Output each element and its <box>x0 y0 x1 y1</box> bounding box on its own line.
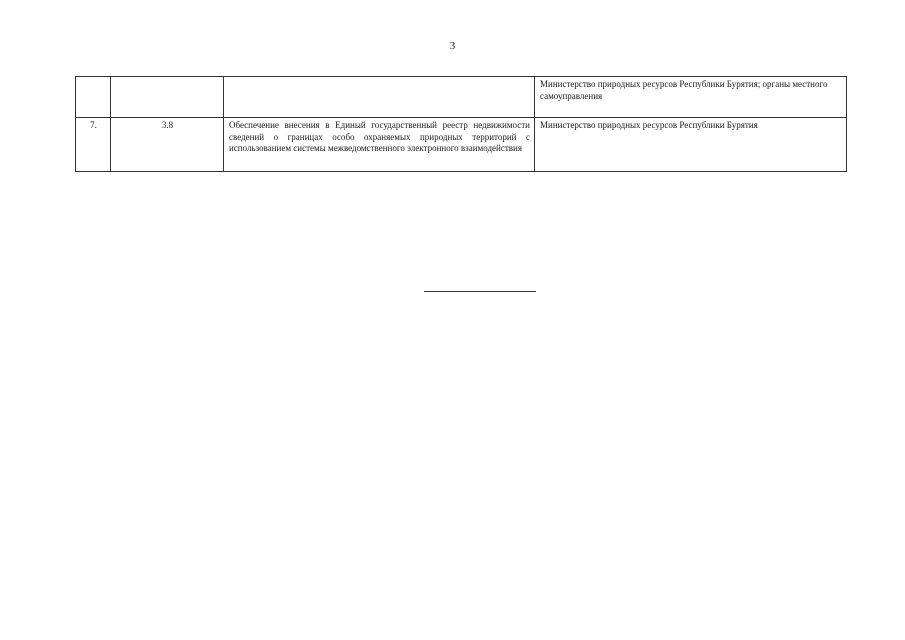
page-number: 3 <box>449 40 456 52</box>
row-number-cell: 7. <box>76 118 111 172</box>
measures-table <box>75 76 847 172</box>
row-code-cell <box>111 77 224 118</box>
row-description-cell: Обеспечение внесения в Единый государственный реестр недвижимости сведений о границах особо охраняемых природных территорий с использованием системы межведомственного электронного взаимодействия <box>224 118 535 172</box>
table-row <box>76 118 847 172</box>
row-executor-cell: Министерство природных ресурсов Республики Бурятия; органы местного самоуправления <box>535 77 847 118</box>
row-description-cell <box>224 77 535 118</box>
end-of-document-rule <box>424 291 536 292</box>
row-executor-cell: Министерство природных ресурсов Республики Бурятия <box>535 118 847 172</box>
table-row <box>76 77 847 118</box>
row-code-cell: 3.8 <box>111 118 224 172</box>
row-number-cell <box>76 77 111 118</box>
